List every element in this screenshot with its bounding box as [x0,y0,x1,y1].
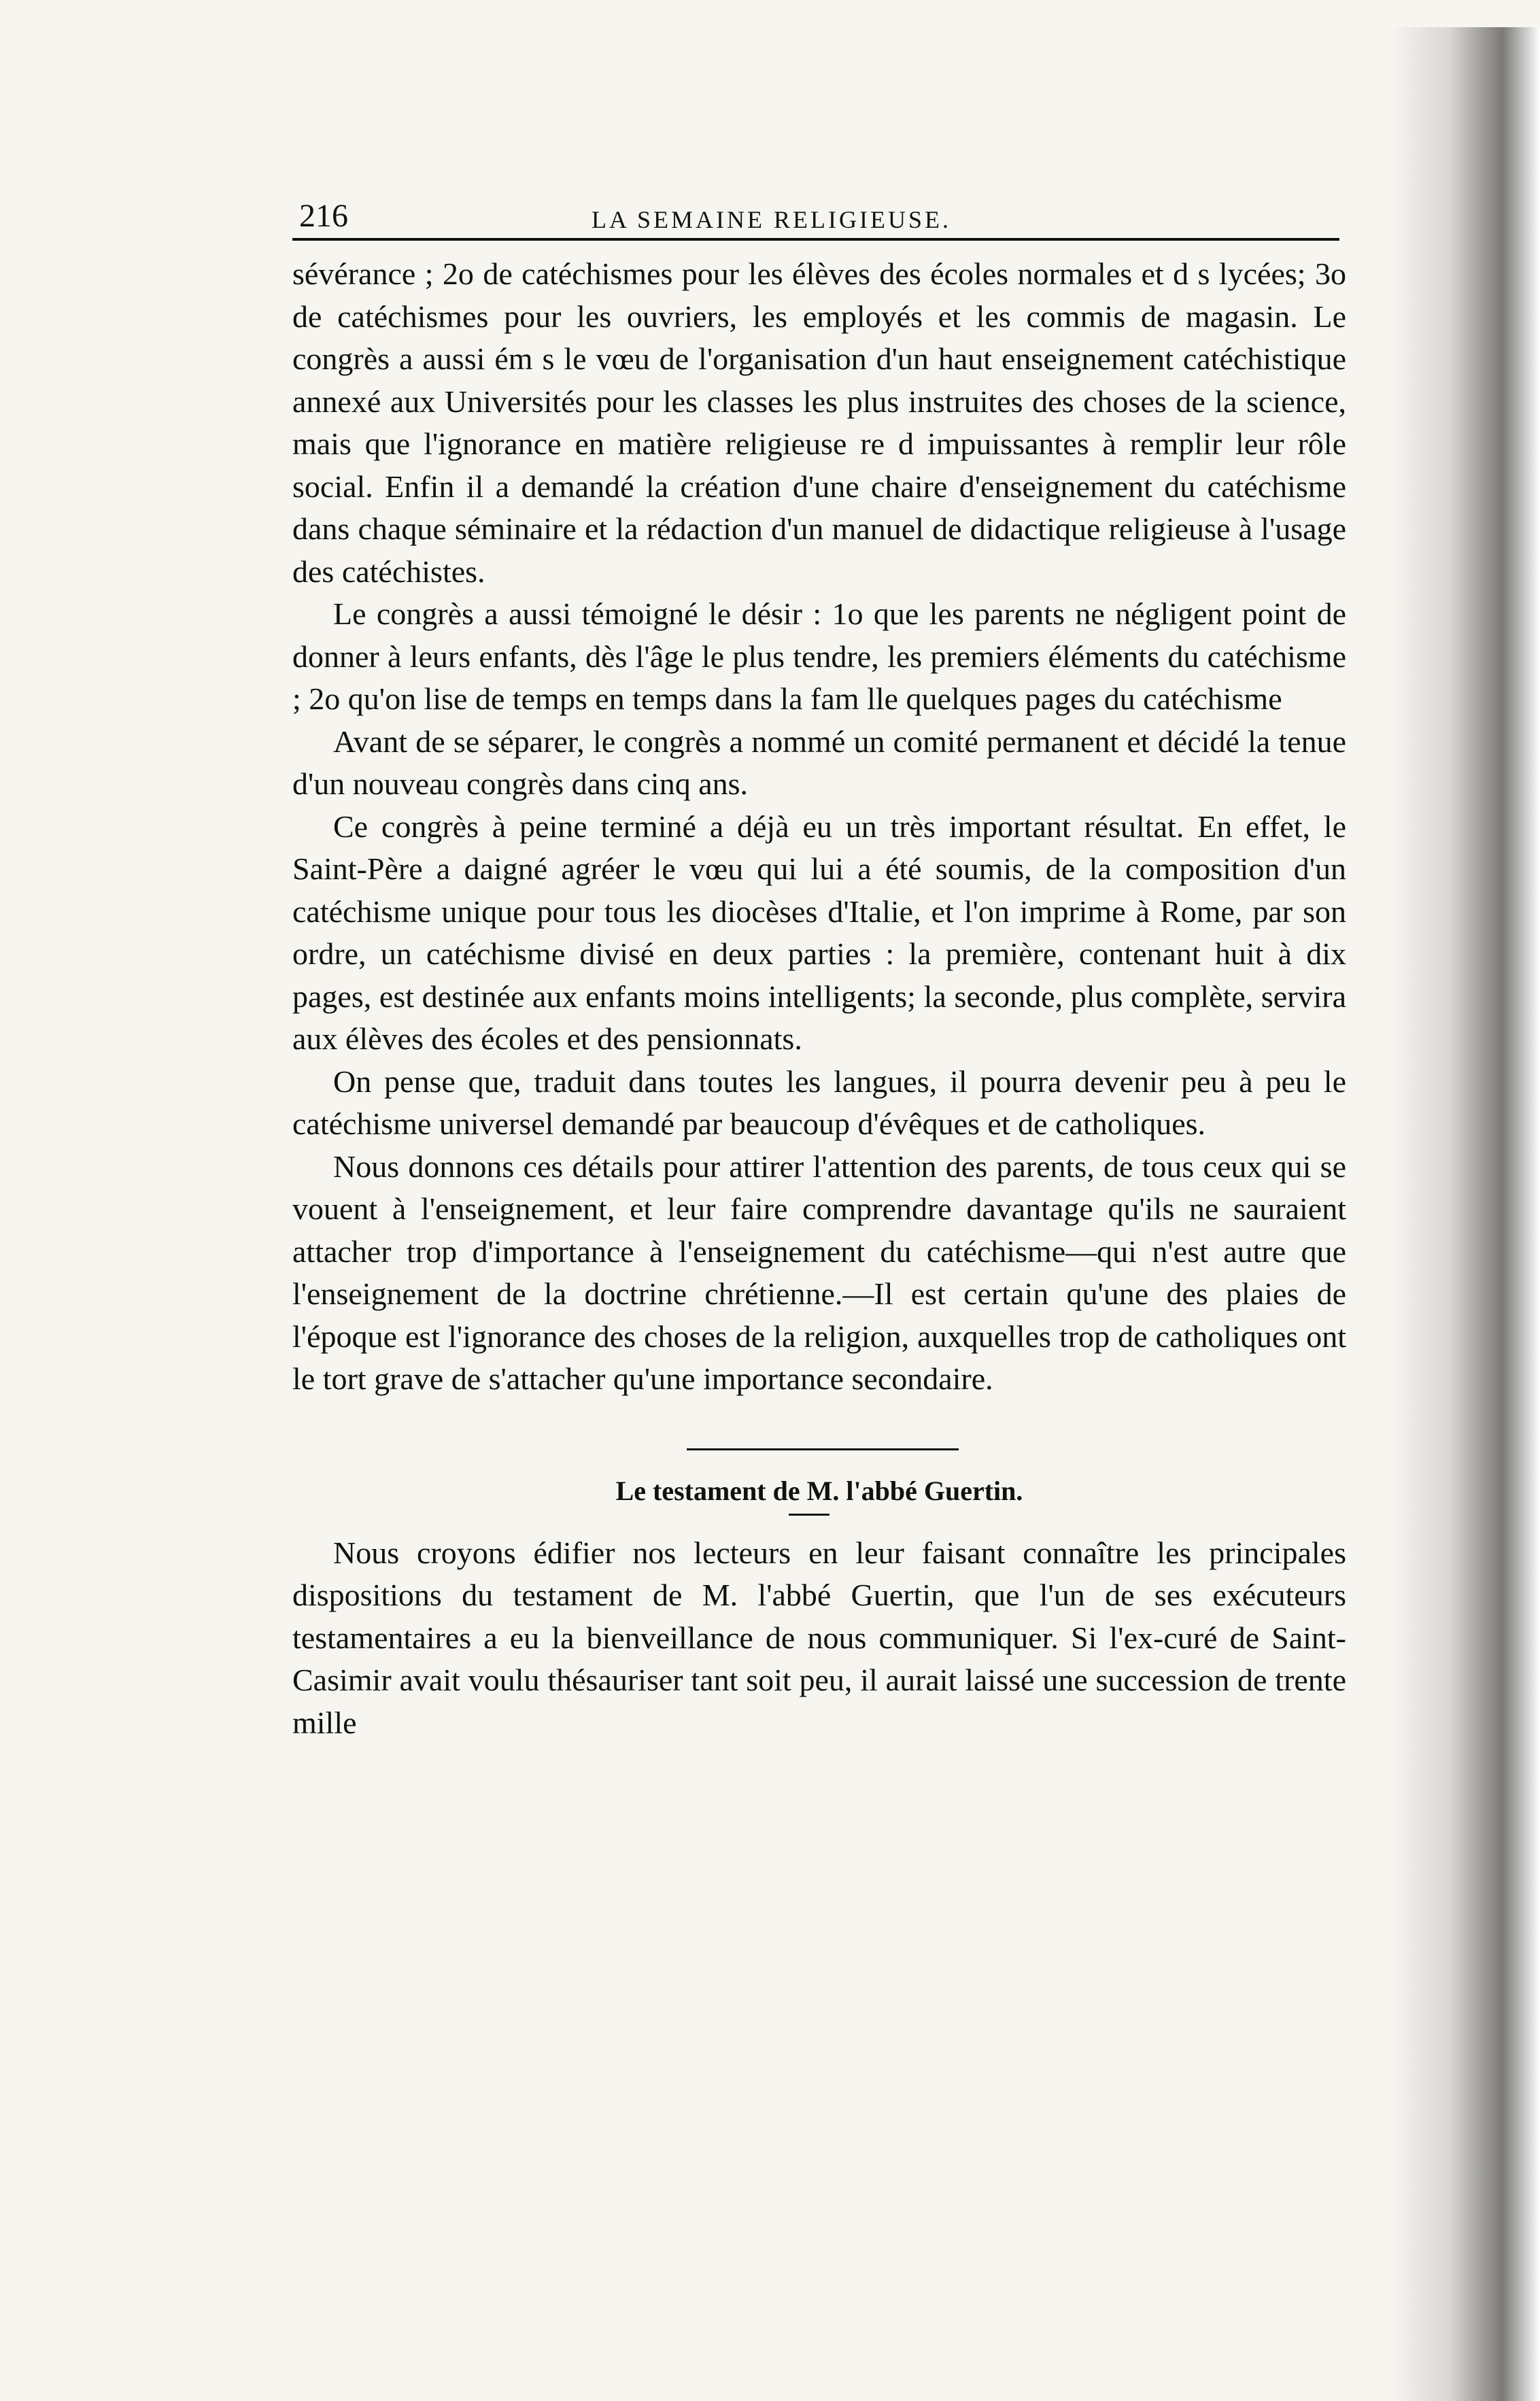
paragraph: Avant de se séparer, le congrès a nommé un comité permanent et décidé la tenue d'un nouveau congrès dans cinq ans. [292,723,1346,801]
paragraph: Le congrès a aussi témoigné le désir : 1o que les parents ne négligent point de donner à leurs enfants, dès l'âge le plus tendre, les premiers éléments du catéchisme ; 2o qu'on lise de temps en temps dans la fam lle quelques pages du catéchisme [292,596,1346,716]
page-number: 216 [299,198,348,234]
paragraph: On pense que, traduit dans toutes les langues, il pourra devenir peu à peu le catéchisme universel demandé par beaucoup d'évêques et de catholiques. [292,1063,1346,1141]
paragraph: Ce congrès à peine terminé a déjà eu un très important résultat. En effet, le Saint-Père a daigné agréer le vœu qui lui a été soumis, de la composition d'un catéchisme unique pour tous les diocèses d'Italie, et l'on imprime à Rome, par son ordre, un catéchisme divisé en deux parties : la première, contenant huit à dix pages, est destinée aux enfants moins intelligents; la seconde, plus complète, servira aux élèves des écoles et des pensionnats. [292,808,1346,1056]
paragraph: sévérance ; 2o de catéchismes pour les élèves des écoles normales et d s lycées; 3o de catéchismes pour les ouvriers, les employés et les commis de magasin. Le congrès a aussi ém s le vœu de l'organisation d'un haut enseignement catéchistique annexé aux Universités pour les classes les plus instruites des choses de la science, mais que l'ignorance en matière religieuse re d impuissantes à remplir leur rôle social. Enfin il a demandé la création d'une chaire d'enseignement du catéchisme dans chaque séminaire et la rédaction d'un manuel de didactique religieuse à l'usage des catéchistes. [292,256,1346,589]
page-header [292,177,1346,238]
page-edge-shadow [1390,27,1540,2401]
paragraph: Nous donnons ces détails pour attirer l'attention des parents, de tous ceux qui se vouent à l'enseignement, et leur faire comprendre davantage qu'ils ne sauraient attacher trop d'importance à l'enseignement du catéchisme—qui n'est autre que l'enseignement de la doctrine chrétienne.—Il est certain qu'une des plaies de l'époque est l'ignorance des choses de la religion, auxquelles trop de catholiques ont le tort grave de s'attacher qu'une importance secondaire. [292,1148,1346,1396]
document-page [292,177,1346,1744]
body-text [292,253,1346,1744]
section-title: Le testament de M. l'abbé Guertin. [615,1475,1023,1506]
title-underline [789,1514,829,1516]
running-title: LA SEMAINE RELIGIEUSE. [592,206,951,233]
paragraph: Nous croyons édifier nos lecteurs en leur faisant connaître les principales dispositions du testament de M. l'abbé Guertin, que l'un de ses exécuteurs testamentaires a eu la bienveillance de nous communiquer. Si l'ex-curé de Saint-Casimir avait voulu thésauriser tant soit peu, il aurait laissé une succession de trente mille [292,1535,1346,1740]
section-divider [687,1448,959,1450]
header-rule [292,238,1339,241]
